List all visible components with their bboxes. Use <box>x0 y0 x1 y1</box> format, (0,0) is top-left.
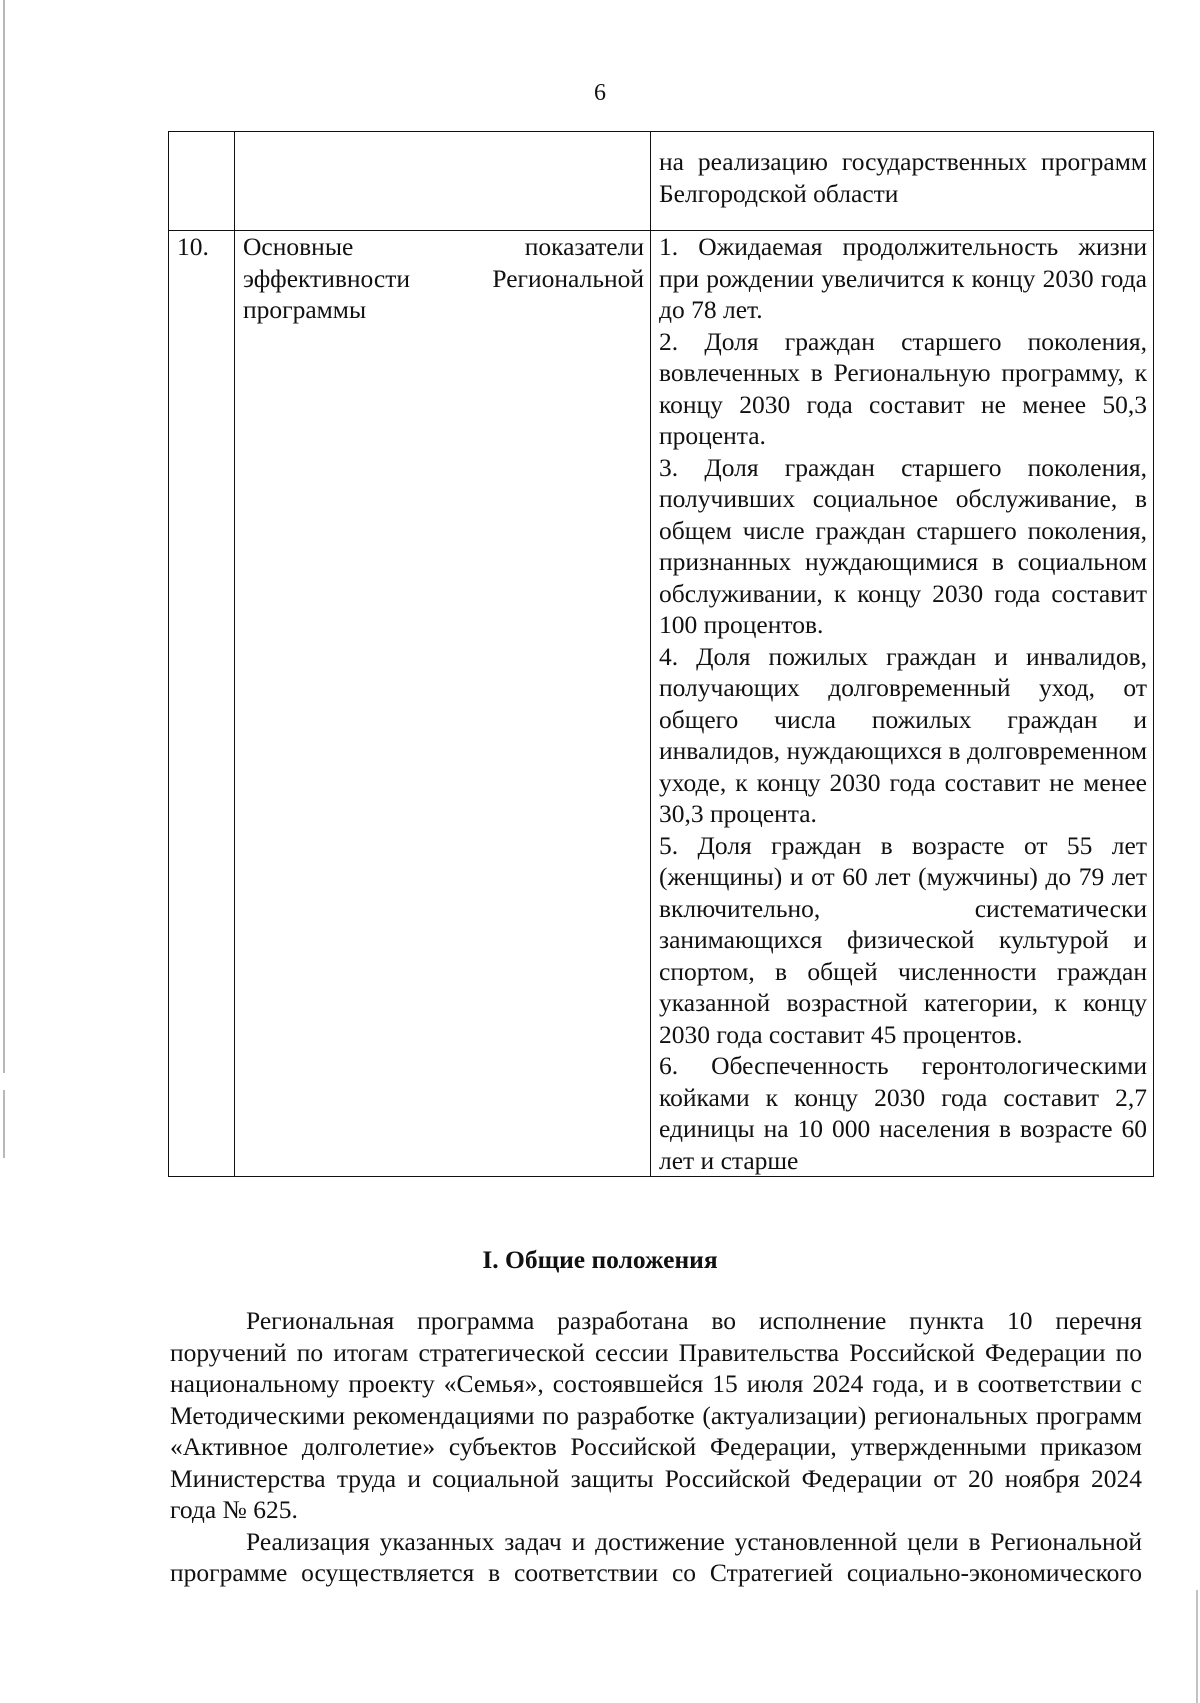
indicator-item: 1. Ожидаемая продолжительность жизни при рождении увеличится к концу 2030 года до 78 лет. <box>659 232 1147 324</box>
body-paragraph: Региональная программа разработана во исполнение пункта 10 перечня поручений по итогам стратегической сессии Правительства Российской Федерации по национальному проекту «Семья», состоявшейся 15 июля 2024 года, и в соответствии с Методическими рекомендациями по разработке (актуализации) региональных программ «Активное долголетие» субъектов Российской Федерации, утвержденными приказом Министерства труда и социальной защиты Российской Федерации от 20 ноября 2024 года № 625. <box>170 1306 1142 1524</box>
table-row <box>169 132 1154 231</box>
program-passport-table <box>168 131 1154 1177</box>
scan-edge-left <box>3 0 5 1703</box>
indicator-item: 3. Доля граждан старшего поколения, получивших социальное обслуживание, в общем числе граждан старшего поколения, признанных нуждающимися в социальном обслуживании, к концу 2030 года составит 100 процентов. <box>659 452 1147 639</box>
table-row <box>169 231 1154 1177</box>
scan-edge-right <box>1196 1590 1198 1703</box>
section-heading: I. Общие положения <box>482 1245 718 1274</box>
indicator-item: 5. Доля граждан в возрасте от 55 лет (женщины) и от 60 лет (мужчины) до 79 лет включительно, систематически занимающихся физической культурой и спортом, в общей численности граждан указанной возрастной категории, к концу 2030 года составит 45 процентов. <box>659 830 1147 1049</box>
row-value-cell: на реализацию государственных программ Белгородской области <box>651 132 1154 231</box>
row-label-cell <box>235 132 651 231</box>
section-body <box>170 1305 1142 1589</box>
indicator-item: 4. Доля пожилых граждан и инвалидов, получающих долговременный уход, от общего числа пожилых граждан и инвалидов, нуждающихся в долговременном уходе, к концу 2030 года составит не менее 30,3 процента. <box>659 641 1147 828</box>
body-paragraph: Реализация указанных задач и достижение установленной цели в Региональной программе осуществляется в соответствии со Стратегией социально-экономического <box>170 1526 1142 1587</box>
row-number-cell: 10. <box>169 231 235 1177</box>
indicator-item: 6. Обеспеченность геронтологическими койками к концу 2030 года составит 2,7 единицы на 10 000 населения в возрасте 60 лет и старше <box>659 1051 1147 1175</box>
row-label-cell: Основные показатели эффективности Региональной программы <box>235 231 651 1177</box>
row-number-cell <box>169 132 235 231</box>
page-number: 6 <box>594 80 606 106</box>
row-value-cell <box>651 231 1154 1177</box>
indicator-item: 2. Доля граждан старшего поколения, вовлеченных в Региональную программу, к концу 2030 года составит не менее 50,3 процента. <box>659 326 1147 450</box>
